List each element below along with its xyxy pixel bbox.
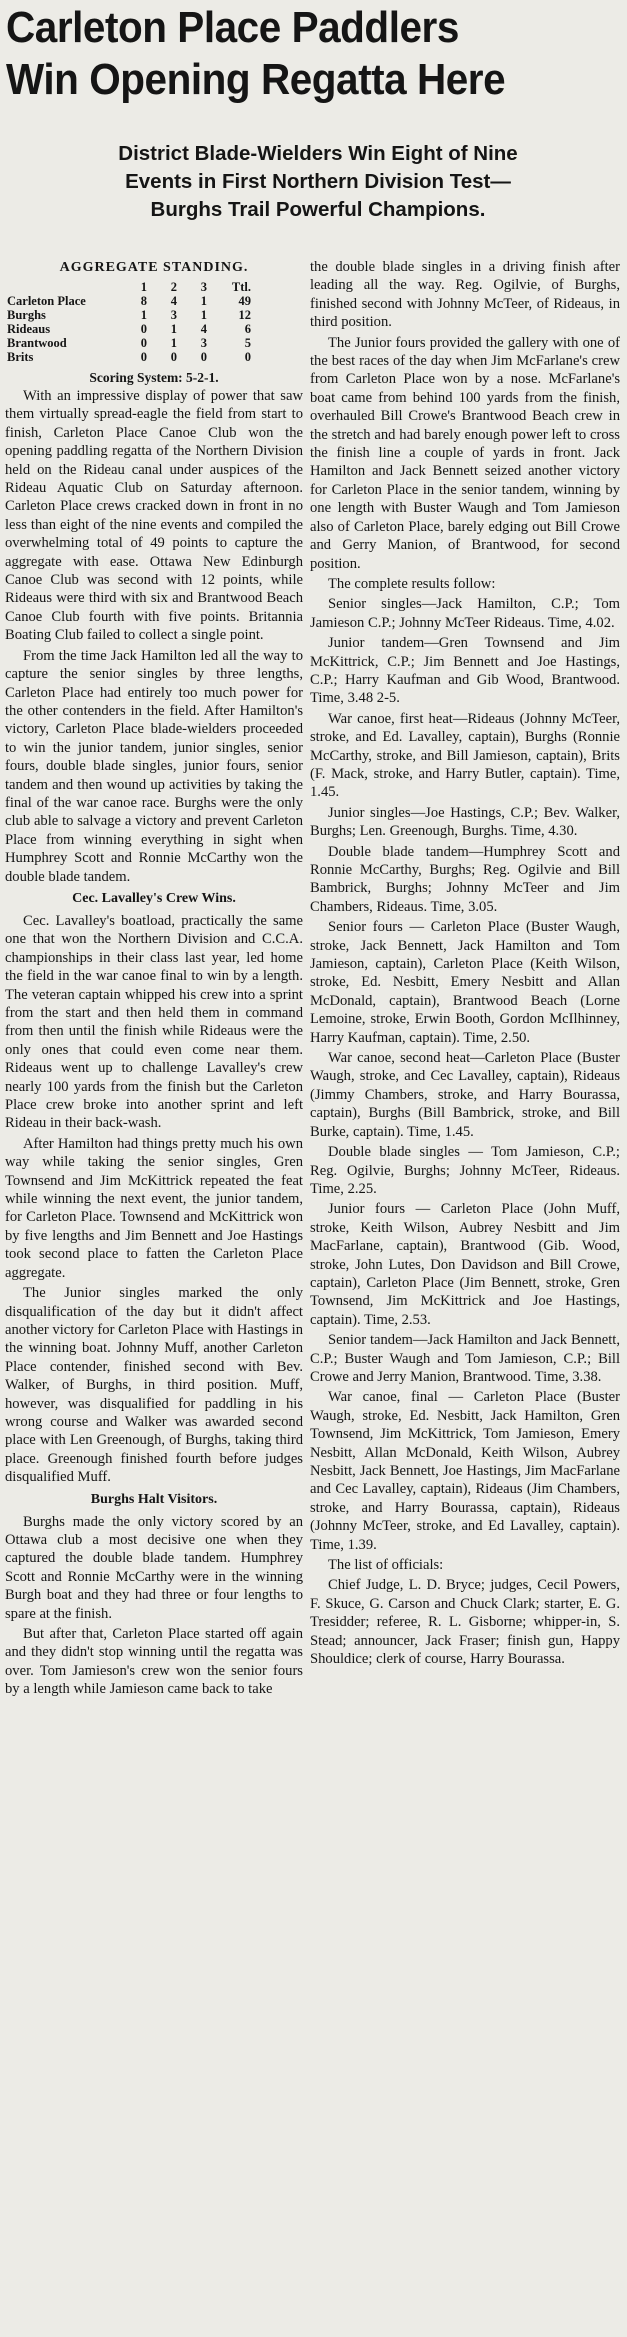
result-entry: Double blade singles — Tom Jamieson, C.P.; Reg. Ogilvie, Burghs; Johnny McTeer, Rideaus. Time, 2.25. (310, 1144, 620, 1197)
result-entry: War canoe, second heat—Carleton Place (Buster Waugh, stroke, and Cec Lavalley, captain), Rideaus (Jimmy Chambers, stroke, and Harry Bourassa, captain), Burghs (Bill Bambrick, stroke, and Bill Burke, captain). Time, 1.45. (310, 1050, 620, 1140)
body-paragraph: Cec. Lavalley's boatload, practically the same one that won the Northern Division and C.C.A. championships in their class last year, led home the field in the war canoe final to win by a length. The veteran captain whipped his crew into a sprint from the start and then held them in command from then until the finish while Rideaus were the only ones that could even come near them. Rideaus went up to challenge Lavalley's crew nearly 100 yards from the finish but the Carleton Place crew broke into another sprint and left Rideau in their back-wash. (5, 912, 303, 1132)
left-column (5, 258, 303, 1701)
standing-row (5, 308, 253, 322)
third-count: 0 (200, 350, 207, 364)
section-subhead: Cec. Lavalley's Crew Wins. (72, 890, 236, 906)
officials-intro: The list of officials: (328, 1557, 444, 1574)
standing-title: AGGREGATE STANDING. (59, 260, 249, 275)
club-name: Brantwood (7, 336, 67, 350)
body-paragraph: The Junior singles marked the only disqualification of the day but it didn't affect another victory for Carleton Place with Hastings in the winning boat. Johnny Muff, another Carleton Place contender, finished second with Bev. Walker, of Burghs, in third position. Muff, however, was disqualified for paddling in his wrong course and Walker was awarded second place with Len Greenough, of Burghs, taking third place. Greenough finished fourth before judges disqualified Muff. (5, 1285, 303, 1486)
second-count: 1 (170, 322, 177, 336)
standing-row (5, 294, 253, 308)
result-entry: War canoe, final — Carleton Place (Buster Waugh, stroke, Ed. Nesbitt, Jack Hamilton, Gren Townsend, Jim McKittrick, Tom Jamieson, Emery Nesbitt, Allan McDonald, Keith Wilson, Aubrey Nesbitt, Jack Bennett, Joe Hastings, Jim MacFarlane and Cec Lavalley, captain), Rideaus (Jim Chambers, stroke, and Harry Bourassa, captain), Rideaus (Johnny McTeer, stroke, and Ed Lavalley, captain). Time, 1.39. (310, 1389, 620, 1553)
standing-header: 2 (170, 280, 177, 294)
first-count: 0 (140, 336, 147, 350)
second-count: 1 (170, 336, 177, 350)
result-entry: Senior fours — Carleton Place (Buster Waugh, stroke, Jack Bennett, Jack Hamilton and Tom Jamieson, captain), Carleton Place (Keith Wilson, stroke, Ed. Nesbitt, Emery Nesbitt and Allan McDonald, captain), Brantwood Beach (Lorne Lemoine, stroke, Erwin Booth, Gordon McIlhinney, Harry Kaufman, captain). Time, 2.50. (310, 919, 620, 1046)
first-count: 1 (140, 308, 147, 322)
standing-row (5, 322, 253, 336)
result-entry: War canoe, first heat—Rideaus (Johnny McTeer, stroke, and Ed. Lavalley, captain), Burghs (Ronnie McCarthy, stroke, and Bill Jamieson, captain), Brits (F. Mack, stroke, and Harry Butler, captain). Time, 1.45. (310, 710, 620, 801)
headline-line-1: Carleton Place Paddlers (6, 3, 459, 52)
body-paragraph: After Hamilton had things pretty much his own way while taking the senior singles, Gren Townsend and Jim McKittrick repeated the feat while winning the next event, the junior tandem, for Carleton Place. Townsend and McKittrick won by five lengths and Jim Bennett and Joe Hastings took second place to fatten the Carleton Place aggregate. (5, 1135, 303, 1281)
club-name: Brits (7, 350, 34, 364)
right-column (310, 258, 620, 1670)
third-count: 3 (200, 336, 207, 350)
standing-row (5, 336, 253, 350)
standing-table (5, 280, 253, 364)
result-entry: Senior tandem—Jack Hamilton and Jack Bennett, C.P.; Buster Waugh and Tom Jamieson, C.P.; Bill Crowe and Jerry Manion, Brantwood. Time, 3.38. (310, 1332, 620, 1385)
subheadline-line-2: Events in First Northern Division Test— (125, 170, 511, 193)
officials-list: Chief Judge, L. D. Bryce; judges, Cecil Powers, F. Skuce, G. Carson and Chuck Clark; starter, E. G. Tresidder; referee, R. L. Gisborne; whipper-in, S. Stead; announcer, Jack Fraser; finish gun, Happy Shouldice; clerk of course, Harry Bourassa. (310, 1577, 620, 1668)
body-paragraph: From the time Jack Hamilton led all the way to capture the senior singles by three lengths, Carleton Place had entirely too much power for the other contenders in the field. After Hamilton's victory, Carleton Place blade-wielders proceeded to win the junior tandem, junior singles, senior fours, double blade singles, junior fours, senior tandem and then wound up activities by taking the final of the war canoe race. Burghs were the only club able to salvage a victory and prevent Carleton Place from winning everything in sight when Humphrey Scott and Ronnie McCarthy won the double blade tandem. (5, 647, 303, 885)
standing-row (5, 350, 253, 364)
first-count: 8 (140, 294, 147, 308)
subheadline-line-3: Burghs Trail Powerful Champions. (150, 198, 486, 221)
body-paragraph: the double blade singles in a driving finish after leading all the way. Reg. Ogilvie, of Burghs, finished second with Johnny McTeer, of Rideaus, in third position. (310, 259, 620, 331)
total-points: 0 (244, 350, 251, 364)
standing-header: 3 (200, 280, 207, 294)
result-entry: Junior fours — Carleton Place (John Muff, stroke, Keith Wilson, Aubrey Nesbitt and Jim MacFarlane, captain), Brantwood (Gib. Wood, stroke, John Lutes, Don Davidson and Bill Crowe, captain), Carleton Place (Jim Bennett, stroke, Gren Townsend, Jim McKittrick and Joe Hastings, captain). Time, 2.53. (310, 1201, 620, 1328)
result-entry: Double blade tandem—Humphrey Scott and Ronnie McCarthy, Burghs; Reg. Ogilvie and Bill Bambrick, Burghs; Johnny McTeer and Jim Chambers, Rideaus. Time, 3.05. (310, 843, 620, 915)
headline-line-2: Win Opening Regatta Here (6, 55, 506, 104)
section-subhead: Burghs Halt Visitors. (90, 1491, 218, 1507)
first-count: 0 (140, 322, 147, 336)
total-points: 49 (238, 294, 251, 308)
second-count: 4 (170, 294, 177, 308)
first-count: 0 (140, 350, 147, 364)
standing-header: Ttl. (231, 280, 251, 294)
third-count: 1 (200, 294, 207, 308)
third-count: 4 (200, 322, 207, 336)
club-name: Rideaus (7, 322, 51, 336)
body-paragraph: With an impressive display of power that saw them virtually spread-eagle the field from start to finish, Carleton Place Canoe Club won the opening paddling regatta of the Northern Division held on the Rideau canal under auspices of the Rideau Aquatic Club on Saturday afternoon. Carleton Place crews cracked down in front in no less than eight of the nine events and compiled the overwhelming total of 49 points to capture the aggregate with ease. Ottawa New Edinburgh Canoe Club was second with 12 points, while Rideaus were third with six and Brantwood Beach Canoe Club fourth with five points. Britannia Boating Club failed to collect a single point. (5, 388, 303, 644)
results-intro: The complete results follow: (328, 575, 496, 592)
subheadline-line-1: District Blade-Wielders Win Eight of Nine (118, 142, 518, 165)
body-paragraph: The Junior fours provided the gallery with one of the best races of the day when Jim McFarlane's crew from Carleton Place won by a nose. McFarlane's boat came from behind 100 yards from the finish, overhauled Bill Crowe's Brantwood Beach crew in the stretch and had barely enough power left to cross the finish line a couple of yards in front. Jack Hamilton and Jack Bennett seized another victory for Carleton Place in the senior tandem, winning by one length with Buster Waugh and Tom Jamieson also of Carleton Place, barely edging out Bill Crowe and Gerry Manion, of Brantwood, for second position. (310, 334, 620, 572)
second-count: 0 (170, 350, 177, 364)
result-entry: Junior tandem—Gren Townsend and Jim McKittrick, C.P.; Jim Bennett and Joe Hastings, C.P.; Harry Kaufman and Gib Wood, Brantwood. Time, 3.48 2-5. (310, 635, 620, 707)
body-paragraph: Burghs made the only victory scored by an Ottawa club a most decisive one when they captured the double blade tandem. Humphrey Scott and Ronnie McCarthy were in the winning Burgh boat and they had three or four lengths to spare at the finish. (5, 1513, 303, 1622)
headline (6, 2, 572, 106)
total-points: 12 (238, 308, 251, 322)
standing-header-row (5, 280, 253, 294)
subheadline (28, 140, 608, 224)
result-entry: Senior singles—Jack Hamilton, C.P.; Tom Jamieson C.P.; Johnny McTeer Rideaus. Time, 4.02. (310, 596, 620, 631)
second-count: 3 (170, 308, 177, 322)
club-name: Burghs (7, 308, 46, 322)
body-paragraph: But after that, Carleton Place started off again and they didn't stop winning until the regatta was over. Tom Jamieson's crew won the senior fours by a length while Jamieson came back to take (5, 1626, 303, 1698)
third-count: 1 (200, 308, 207, 322)
total-points: 6 (244, 322, 251, 336)
club-name: Carleton Place (7, 294, 86, 308)
total-points: 5 (244, 336, 251, 350)
result-entry: Junior singles—Joe Hastings, C.P.; Bev. Walker, Burghs; Len. Greenough, Burghs. Time, 4.30. (310, 804, 620, 840)
scoring-system: Scoring System: 5-2-1. (89, 370, 219, 385)
standing-header: 1 (140, 280, 147, 294)
